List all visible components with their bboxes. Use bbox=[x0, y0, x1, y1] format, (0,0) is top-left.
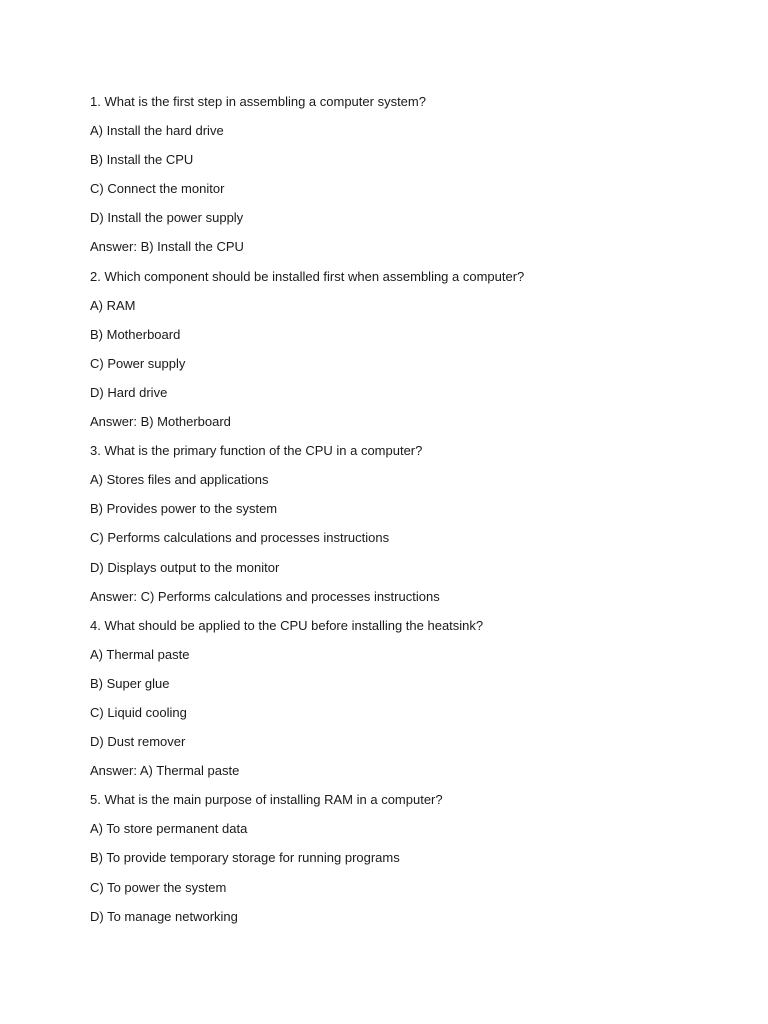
answer-text: Answer: B) Install the CPU bbox=[90, 239, 244, 255]
option-c: C) To power the system bbox=[90, 879, 227, 895]
option-c: C) Performs calculations and processes instructions bbox=[90, 530, 390, 546]
question-block bbox=[90, 790, 730, 935]
answer-text: Answer: A) Thermal paste bbox=[90, 763, 240, 779]
option-a: A) Stores files and applications bbox=[90, 472, 269, 488]
option-b: B) Super glue bbox=[90, 675, 170, 691]
option-a: A) To store permanent data bbox=[90, 821, 248, 837]
option-d: D) Hard drive bbox=[90, 384, 168, 400]
option-c: C) Power supply bbox=[90, 355, 186, 371]
option-b: B) Provides power to the system bbox=[90, 501, 278, 517]
option-b: B) To provide temporary storage for running programs bbox=[90, 850, 400, 866]
option-c: C) Liquid cooling bbox=[90, 704, 187, 720]
question-text: 5. What is the main purpose of installing RAM in a computer? bbox=[90, 792, 443, 808]
answer-text: Answer: B) Motherboard bbox=[90, 414, 231, 430]
option-a: A) Install the hard drive bbox=[90, 123, 224, 139]
question-block bbox=[90, 441, 730, 616]
question-text: 2. Which component should be installed first when assembling a computer? bbox=[90, 268, 525, 284]
option-a: A) Thermal paste bbox=[90, 646, 190, 662]
option-c: C) Connect the monitor bbox=[90, 181, 225, 197]
question-block bbox=[90, 616, 730, 791]
option-d: D) To manage networking bbox=[90, 908, 238, 924]
option-b: B) Install the CPU bbox=[90, 152, 194, 168]
question-block bbox=[90, 92, 730, 267]
option-b: B) Motherboard bbox=[90, 326, 181, 342]
question-text: 3. What is the primary function of the CPU in a computer? bbox=[90, 443, 423, 459]
question-text: 4. What should be applied to the CPU before installing the heatsink? bbox=[90, 617, 484, 633]
question-text: 1. What is the first step in assembling a computer system? bbox=[90, 94, 426, 109]
option-d: D) Displays output to the monitor bbox=[90, 559, 280, 575]
option-d: D) Dust remover bbox=[90, 734, 186, 750]
option-a: A) RAM bbox=[90, 297, 136, 313]
quiz-content bbox=[90, 92, 730, 936]
option-d: D) Install the power supply bbox=[90, 210, 244, 226]
answer-text: Answer: C) Performs calculations and processes instructions bbox=[90, 588, 440, 604]
question-block bbox=[90, 267, 730, 442]
